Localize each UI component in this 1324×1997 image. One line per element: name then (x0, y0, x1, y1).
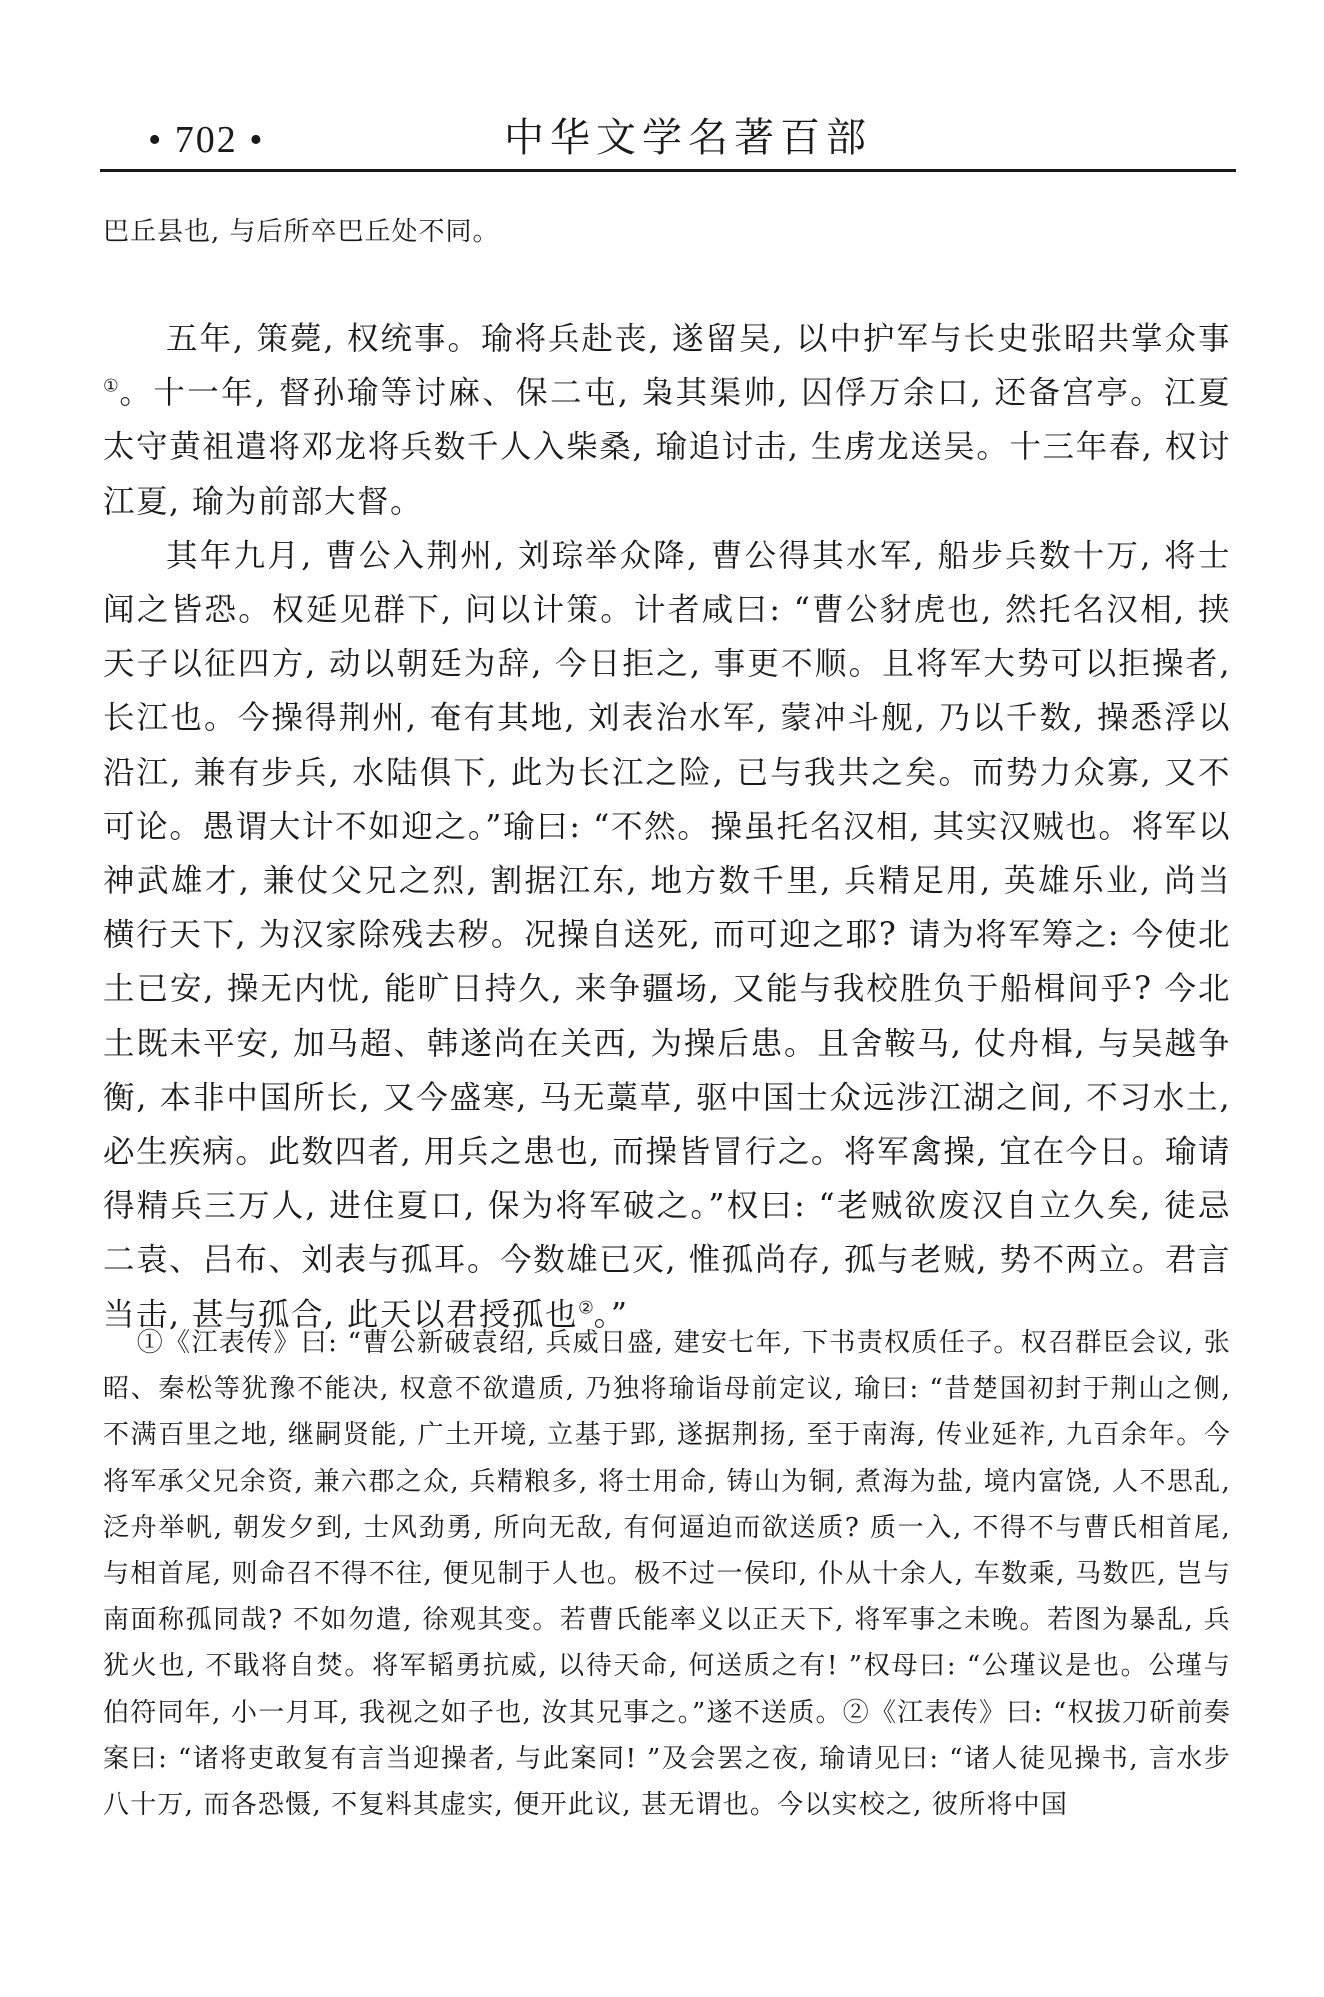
book-title: 中华文学名著百部 (504, 115, 872, 161)
paragraph-text: 。” (593, 1296, 629, 1333)
footnotes (103, 1320, 1231, 1828)
page-header (100, 110, 1236, 174)
paragraph-text: 五年, 策薨, 权统事。瑜将兵赴丧, 遂留吴, 以中护军与长史张昭共掌众事 (166, 321, 1231, 357)
continuation-line: 巴丘县也, 与后所卒巴丘处不同。 (103, 217, 500, 247)
main-text (103, 312, 1231, 1342)
page-number: • 702 • (148, 119, 265, 161)
footnote-ref: ① (103, 376, 120, 397)
paragraph-text: 。十一年, 督孙瑜等讨麻、保二屯, 枭其渠帅, 囚俘万余口, 还备宫亭。江夏太守黄祖遣将邓龙将兵数千人入柴桑, 瑜追讨击, 生虏龙送吴。十三年春, 权讨江夏, 瑜为前部大督。 (103, 375, 1231, 520)
footnote-text: ①《江表传》曰: “曹公新破袁绍, 兵威日盛, 建安七年, 下书责权质任子。权召群臣会议, 张昭、秦松等犹豫不能决, 权意不欲遣质, 乃独将瑜诣母前定议, 瑜曰: “昔楚国初封于荆山之侧, 不满百里之地, 继嗣贤能, 广土开境, 立基于郢, 遂据荆扬, 至于南海, 传业延祚, 九百余年。今将军承父兄余资, 兼六郡之众, 兵精粮多, 将士用命, 铸山为铜, 煮海为盐, 境内富饶, 人不思乱, 泛舟举帆, 朝发夕到, 士风劲勇, 所向无敌, 有何逼迫而欲送质? 质一入, 不得不与曹氏相首尾, 与相首尾, 则命召不得不往, 便见制于人也。极不过一侯印, 仆从十余人, 车数乘, 马数匹, 岂与南面称孤同哉? 不如勿遣, 徐观其变。若曹氏能率义以正天下, 将军事之未晚。若图为暴乱, 兵犹火也, 不戢将自焚。将军韬勇抗威, 以待天命, 何送质之有! ”权母曰: “公瑾议是也。公瑾与伯符同年, 小一月耳, 我视之如子也, 汝其兄事之。”遂不送质。②《江表传》曰: “权拔刀斫前奏案曰: “诸将吏敢复有言当迎操者, 与此案同! ”及会罢之夜, 瑜请见曰: “诸人徒见操书, 言水步八十万, 而各恐慑, 不复料其虚实, 便开此议, 甚无谓也。今以实校之, 彼所将中国 (103, 1328, 1231, 1821)
paragraph (103, 529, 1231, 1342)
header-rule (100, 169, 1236, 172)
paragraph-text: 其年九月, 曹公入荆州, 刘琮举众降, 曹公得其水军, 船步兵数十万, 将士闻之皆恐。权延见群下, 问以计策。计者咸曰: “曹公豺虎也, 然托名汉相, 挟天子以征四方, 动以朝廷为辞, 今日拒之, 事更不顺。且将军大势可以拒操者, 长江也。今操得荆州, 奄有其地, 刘表治水军, 蒙冲斗舰, 乃以千数, 操悉浮以沿江, 兼有步兵, 水陆俱下, 此为长江之险, 已与我共之矣。而势力众寡, 又不可论。愚谓大计不如迎之。”瑜曰: “不然。操虽托名汉相, 其实汉贼也。将军以神武雄才, 兼仗父兄之烈, 割据江东, 地方数千里, 兵精足用, 英雄乐业, 尚当横行天下, 为汉家除残去秽。况操自送死, 而可迎之耶? 请为将军筹之: 今使北土已安, 操无内忧, 能旷日持久, 来争疆场, 又能与我校胜负于船楫间乎? 今北土既未平安, 加马超、韩遂尚在关西, 为操后患。且舍鞍马, 仗舟楫, 与吴越争衡, 本非中国所长, 又今盛寒, 马无藁草, 驱中国士众远涉江湖之间, 不习水土, 必生疾病。此数四者, 用兵之患也, 而操皆冒行之。将军禽操, 宜在今日。瑜请得精兵三万人, 进住夏口, 保为将军破之。”权曰: “老贼欲废汉自立久矣, 徒忌二袁、吕布、刘表与孤耳。今数雄已灭, 惟孤尚存, 孤与老贼, 势不两立。君言当击, 甚与孤合, 此天以君授孤也 (103, 537, 1231, 1333)
paragraph (103, 312, 1231, 529)
footnote-ref: ② (578, 1298, 594, 1319)
